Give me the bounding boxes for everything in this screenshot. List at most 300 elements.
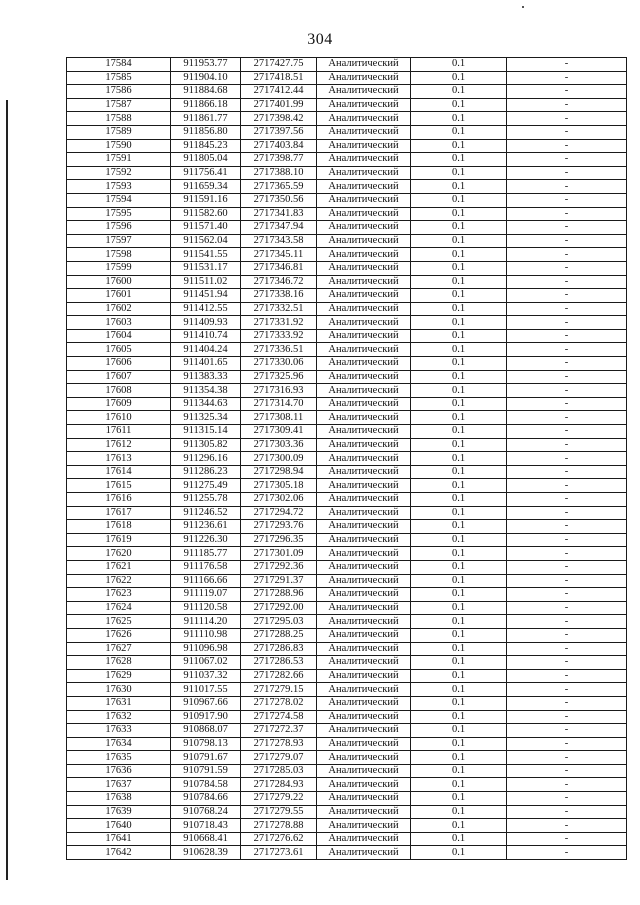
note-cell: -: [507, 207, 627, 221]
note-cell: -: [507, 465, 627, 479]
y-coordinate-cell: 2717346.81: [241, 261, 317, 275]
point-number-cell: 17616: [67, 493, 171, 507]
x-coordinate-cell: 911185.77: [171, 547, 241, 561]
table-row: [67, 139, 627, 153]
y-coordinate-cell: 2717412.44: [241, 85, 317, 99]
table-row: [67, 384, 627, 398]
method-cell: Аналитический: [317, 560, 411, 574]
x-coordinate-cell: 911511.02: [171, 275, 241, 289]
y-coordinate-cell: 2717418.51: [241, 71, 317, 85]
point-number-cell: 17584: [67, 58, 171, 72]
note-cell: -: [507, 778, 627, 792]
y-coordinate-cell: 2717293.76: [241, 520, 317, 534]
table-row: [67, 207, 627, 221]
note-cell: -: [507, 85, 627, 99]
note-cell: -: [507, 547, 627, 561]
y-coordinate-cell: 2717278.02: [241, 696, 317, 710]
method-cell: Аналитический: [317, 792, 411, 806]
y-coordinate-cell: 2717279.55: [241, 805, 317, 819]
method-cell: Аналитический: [317, 628, 411, 642]
method-cell: Аналитический: [317, 751, 411, 765]
x-coordinate-cell: 911114.20: [171, 615, 241, 629]
y-coordinate-cell: 2717291.37: [241, 574, 317, 588]
point-number-cell: 17592: [67, 166, 171, 180]
point-number-cell: 17636: [67, 764, 171, 778]
table-row: [67, 289, 627, 303]
note-cell: -: [507, 560, 627, 574]
x-coordinate-cell: 910967.66: [171, 696, 241, 710]
table-row: [67, 832, 627, 846]
accuracy-cell: 0.1: [411, 832, 507, 846]
note-cell: -: [507, 384, 627, 398]
accuracy-cell: 0.1: [411, 153, 507, 167]
x-coordinate-cell: 911861.77: [171, 112, 241, 126]
note-cell: -: [507, 615, 627, 629]
table-row: [67, 112, 627, 126]
note-cell: -: [507, 764, 627, 778]
note-cell: -: [507, 479, 627, 493]
y-coordinate-cell: 2717343.58: [241, 234, 317, 248]
x-coordinate-cell: 911401.65: [171, 357, 241, 371]
note-cell: -: [507, 329, 627, 343]
point-number-cell: 17610: [67, 411, 171, 425]
y-coordinate-cell: 2717347.94: [241, 221, 317, 235]
scan-speck: [522, 6, 524, 8]
table-row: [67, 316, 627, 330]
y-coordinate-cell: 2717298.94: [241, 465, 317, 479]
accuracy-cell: 0.1: [411, 193, 507, 207]
table-row: [67, 574, 627, 588]
x-coordinate-cell: 910784.66: [171, 792, 241, 806]
table-row: [67, 411, 627, 425]
accuracy-cell: 0.1: [411, 560, 507, 574]
point-number-cell: 17617: [67, 506, 171, 520]
accuracy-cell: 0.1: [411, 248, 507, 262]
point-number-cell: 17630: [67, 683, 171, 697]
table-row: [67, 234, 627, 248]
method-cell: Аналитический: [317, 696, 411, 710]
y-coordinate-cell: 2717308.11: [241, 411, 317, 425]
accuracy-cell: 0.1: [411, 411, 507, 425]
note-cell: -: [507, 193, 627, 207]
y-coordinate-cell: 2717279.22: [241, 792, 317, 806]
x-coordinate-cell: 911255.78: [171, 493, 241, 507]
y-coordinate-cell: 2717288.96: [241, 588, 317, 602]
note-cell: -: [507, 819, 627, 833]
accuracy-cell: 0.1: [411, 370, 507, 384]
x-coordinate-cell: 911409.93: [171, 316, 241, 330]
x-coordinate-cell: 910798.13: [171, 737, 241, 751]
method-cell: Аналитический: [317, 778, 411, 792]
y-coordinate-cell: 2717274.58: [241, 710, 317, 724]
note-cell: -: [507, 357, 627, 371]
method-cell: Аналитический: [317, 710, 411, 724]
table-row: [67, 465, 627, 479]
method-cell: Аналитический: [317, 370, 411, 384]
note-cell: -: [507, 533, 627, 547]
method-cell: Аналитический: [317, 601, 411, 615]
table-row: [67, 425, 627, 439]
table-row: [67, 479, 627, 493]
method-cell: Аналитический: [317, 737, 411, 751]
x-coordinate-cell: 911383.33: [171, 370, 241, 384]
accuracy-cell: 0.1: [411, 261, 507, 275]
y-coordinate-cell: 2717331.92: [241, 316, 317, 330]
y-coordinate-cell: 2717397.56: [241, 125, 317, 139]
x-coordinate-cell: 911412.55: [171, 302, 241, 316]
point-number-cell: 17608: [67, 384, 171, 398]
table-row: [67, 656, 627, 670]
y-coordinate-cell: 2717350.56: [241, 193, 317, 207]
accuracy-cell: 0.1: [411, 343, 507, 357]
point-number-cell: 17615: [67, 479, 171, 493]
point-number-cell: 17642: [67, 846, 171, 860]
accuracy-cell: 0.1: [411, 683, 507, 697]
note-cell: -: [507, 275, 627, 289]
note-cell: -: [507, 397, 627, 411]
y-coordinate-cell: 2717388.10: [241, 166, 317, 180]
method-cell: Аналитический: [317, 846, 411, 860]
y-coordinate-cell: 2717303.36: [241, 438, 317, 452]
method-cell: Аналитический: [317, 724, 411, 738]
note-cell: -: [507, 710, 627, 724]
method-cell: Аналитический: [317, 112, 411, 126]
table-row: [67, 805, 627, 819]
method-cell: Аналитический: [317, 234, 411, 248]
y-coordinate-cell: 2717302.06: [241, 493, 317, 507]
table-row: [67, 547, 627, 561]
table-row: [67, 71, 627, 85]
note-cell: -: [507, 452, 627, 466]
point-number-cell: 17595: [67, 207, 171, 221]
note-cell: -: [507, 153, 627, 167]
table-row: [67, 193, 627, 207]
x-coordinate-cell: 911037.32: [171, 669, 241, 683]
point-number-cell: 17589: [67, 125, 171, 139]
x-coordinate-cell: 911067.02: [171, 656, 241, 670]
table-row: [67, 85, 627, 99]
method-cell: Аналитический: [317, 574, 411, 588]
x-coordinate-cell: 911315.14: [171, 425, 241, 439]
y-coordinate-cell: 2717316.93: [241, 384, 317, 398]
x-coordinate-cell: 910868.07: [171, 724, 241, 738]
accuracy-cell: 0.1: [411, 805, 507, 819]
x-coordinate-cell: 911591.16: [171, 193, 241, 207]
table-row: [67, 533, 627, 547]
method-cell: Аналитический: [317, 58, 411, 72]
accuracy-cell: 0.1: [411, 329, 507, 343]
y-coordinate-cell: 2717398.77: [241, 153, 317, 167]
table-row: [67, 506, 627, 520]
method-cell: Аналитический: [317, 438, 411, 452]
note-cell: -: [507, 683, 627, 697]
point-number-cell: 17640: [67, 819, 171, 833]
y-coordinate-cell: 2717294.72: [241, 506, 317, 520]
method-cell: Аналитический: [317, 411, 411, 425]
note-cell: -: [507, 180, 627, 194]
point-number-cell: 17612: [67, 438, 171, 452]
accuracy-cell: 0.1: [411, 139, 507, 153]
x-coordinate-cell: 911236.61: [171, 520, 241, 534]
note-cell: -: [507, 370, 627, 384]
method-cell: Аналитический: [317, 425, 411, 439]
accuracy-cell: 0.1: [411, 125, 507, 139]
table-row: [67, 180, 627, 194]
method-cell: Аналитический: [317, 669, 411, 683]
method-cell: Аналитический: [317, 139, 411, 153]
y-coordinate-cell: 2717301.09: [241, 547, 317, 561]
x-coordinate-cell: 910917.90: [171, 710, 241, 724]
method-cell: Аналитический: [317, 248, 411, 262]
y-coordinate-cell: 2717314.70: [241, 397, 317, 411]
y-coordinate-cell: 2717286.83: [241, 642, 317, 656]
accuracy-cell: 0.1: [411, 425, 507, 439]
x-coordinate-cell: 911354.38: [171, 384, 241, 398]
method-cell: Аналитический: [317, 452, 411, 466]
table-row: [67, 125, 627, 139]
y-coordinate-cell: 2717279.07: [241, 751, 317, 765]
table-row: [67, 452, 627, 466]
table-row: [67, 764, 627, 778]
note-cell: -: [507, 696, 627, 710]
accuracy-cell: 0.1: [411, 207, 507, 221]
note-cell: -: [507, 737, 627, 751]
accuracy-cell: 0.1: [411, 289, 507, 303]
x-coordinate-cell: 911531.17: [171, 261, 241, 275]
accuracy-cell: 0.1: [411, 710, 507, 724]
point-number-cell: 17604: [67, 329, 171, 343]
x-coordinate-cell: 911119.07: [171, 588, 241, 602]
y-coordinate-cell: 2717278.88: [241, 819, 317, 833]
y-coordinate-cell: 2717276.62: [241, 832, 317, 846]
point-number-cell: 17622: [67, 574, 171, 588]
note-cell: -: [507, 832, 627, 846]
method-cell: Аналитический: [317, 819, 411, 833]
method-cell: Аналитический: [317, 85, 411, 99]
accuracy-cell: 0.1: [411, 438, 507, 452]
method-cell: Аналитический: [317, 533, 411, 547]
point-number-cell: 17606: [67, 357, 171, 371]
accuracy-cell: 0.1: [411, 384, 507, 398]
note-cell: -: [507, 71, 627, 85]
y-coordinate-cell: 2717332.51: [241, 302, 317, 316]
point-number-cell: 17611: [67, 425, 171, 439]
x-coordinate-cell: 911756.41: [171, 166, 241, 180]
note-cell: -: [507, 792, 627, 806]
x-coordinate-cell: 911344.63: [171, 397, 241, 411]
table-row: [67, 397, 627, 411]
point-number-cell: 17607: [67, 370, 171, 384]
table-row: [67, 683, 627, 697]
x-coordinate-cell: 911226.30: [171, 533, 241, 547]
point-number-cell: 17635: [67, 751, 171, 765]
x-coordinate-cell: 911296.16: [171, 452, 241, 466]
point-number-cell: 17603: [67, 316, 171, 330]
accuracy-cell: 0.1: [411, 520, 507, 534]
x-coordinate-cell: 911017.55: [171, 683, 241, 697]
method-cell: Аналитический: [317, 493, 411, 507]
method-cell: Аналитический: [317, 397, 411, 411]
accuracy-cell: 0.1: [411, 71, 507, 85]
point-number-cell: 17631: [67, 696, 171, 710]
x-coordinate-cell: 910768.24: [171, 805, 241, 819]
method-cell: Аналитический: [317, 302, 411, 316]
accuracy-cell: 0.1: [411, 574, 507, 588]
accuracy-cell: 0.1: [411, 628, 507, 642]
point-number-cell: 17614: [67, 465, 171, 479]
coordinates-table: [66, 57, 627, 860]
x-coordinate-cell: 910718.43: [171, 819, 241, 833]
point-number-cell: 17599: [67, 261, 171, 275]
table-row: [67, 642, 627, 656]
note-cell: -: [507, 58, 627, 72]
method-cell: Аналитический: [317, 193, 411, 207]
point-number-cell: 17593: [67, 180, 171, 194]
note-cell: -: [507, 506, 627, 520]
accuracy-cell: 0.1: [411, 547, 507, 561]
method-cell: Аналитический: [317, 343, 411, 357]
method-cell: Аналитический: [317, 329, 411, 343]
point-number-cell: 17591: [67, 153, 171, 167]
x-coordinate-cell: 911451.94: [171, 289, 241, 303]
y-coordinate-cell: 2717346.72: [241, 275, 317, 289]
note-cell: -: [507, 112, 627, 126]
accuracy-cell: 0.1: [411, 601, 507, 615]
point-number-cell: 17641: [67, 832, 171, 846]
y-coordinate-cell: 2717403.84: [241, 139, 317, 153]
x-coordinate-cell: 910628.39: [171, 846, 241, 860]
note-cell: -: [507, 574, 627, 588]
accuracy-cell: 0.1: [411, 302, 507, 316]
x-coordinate-cell: 911845.23: [171, 139, 241, 153]
table-row: [67, 153, 627, 167]
y-coordinate-cell: 2717336.51: [241, 343, 317, 357]
accuracy-cell: 0.1: [411, 465, 507, 479]
point-number-cell: 17623: [67, 588, 171, 602]
accuracy-cell: 0.1: [411, 166, 507, 180]
y-coordinate-cell: 2717278.93: [241, 737, 317, 751]
method-cell: Аналитический: [317, 289, 411, 303]
y-coordinate-cell: 2717285.03: [241, 764, 317, 778]
point-number-cell: 17600: [67, 275, 171, 289]
accuracy-cell: 0.1: [411, 656, 507, 670]
x-coordinate-cell: 911275.49: [171, 479, 241, 493]
table-row: [67, 357, 627, 371]
y-coordinate-cell: 2717295.03: [241, 615, 317, 629]
note-cell: -: [507, 248, 627, 262]
y-coordinate-cell: 2717401.99: [241, 98, 317, 112]
table-row: [67, 792, 627, 806]
x-coordinate-cell: 911805.04: [171, 153, 241, 167]
point-number-cell: 17594: [67, 193, 171, 207]
y-coordinate-cell: 2717273.61: [241, 846, 317, 860]
point-number-cell: 17625: [67, 615, 171, 629]
note-cell: -: [507, 628, 627, 642]
point-number-cell: 17596: [67, 221, 171, 235]
point-number-cell: 17638: [67, 792, 171, 806]
point-number-cell: 17621: [67, 560, 171, 574]
table-row: [67, 261, 627, 275]
note-cell: -: [507, 493, 627, 507]
x-coordinate-cell: 911410.74: [171, 329, 241, 343]
method-cell: Аналитический: [317, 506, 411, 520]
point-number-cell: 17619: [67, 533, 171, 547]
table-row: [67, 724, 627, 738]
x-coordinate-cell: 911110.98: [171, 628, 241, 642]
y-coordinate-cell: 2717279.15: [241, 683, 317, 697]
method-cell: Аналитический: [317, 642, 411, 656]
y-coordinate-cell: 2717309.41: [241, 425, 317, 439]
table-row: [67, 370, 627, 384]
y-coordinate-cell: 2717292.36: [241, 560, 317, 574]
accuracy-cell: 0.1: [411, 493, 507, 507]
accuracy-cell: 0.1: [411, 792, 507, 806]
accuracy-cell: 0.1: [411, 506, 507, 520]
accuracy-cell: 0.1: [411, 58, 507, 72]
table-row: [67, 329, 627, 343]
x-coordinate-cell: 911325.34: [171, 411, 241, 425]
accuracy-cell: 0.1: [411, 778, 507, 792]
accuracy-cell: 0.1: [411, 112, 507, 126]
y-coordinate-cell: 2717286.53: [241, 656, 317, 670]
table-row: [67, 221, 627, 235]
y-coordinate-cell: 2717345.11: [241, 248, 317, 262]
note-cell: -: [507, 642, 627, 656]
method-cell: Аналитический: [317, 125, 411, 139]
method-cell: Аналитический: [317, 71, 411, 85]
note-cell: -: [507, 669, 627, 683]
note-cell: -: [507, 302, 627, 316]
table-row: [67, 628, 627, 642]
page-number: 304: [307, 31, 333, 48]
y-coordinate-cell: 2717300.09: [241, 452, 317, 466]
table-row: [67, 248, 627, 262]
point-number-cell: 17613: [67, 452, 171, 466]
point-number-cell: 17639: [67, 805, 171, 819]
method-cell: Аналитический: [317, 805, 411, 819]
point-number-cell: 17633: [67, 724, 171, 738]
y-coordinate-cell: 2717305.18: [241, 479, 317, 493]
accuracy-cell: 0.1: [411, 452, 507, 466]
accuracy-cell: 0.1: [411, 764, 507, 778]
point-number-cell: 17597: [67, 234, 171, 248]
note-cell: -: [507, 751, 627, 765]
accuracy-cell: 0.1: [411, 479, 507, 493]
method-cell: Аналитический: [317, 275, 411, 289]
method-cell: Аналитический: [317, 588, 411, 602]
y-coordinate-cell: 2717325.96: [241, 370, 317, 384]
table-row: [67, 737, 627, 751]
method-cell: Аналитический: [317, 153, 411, 167]
accuracy-cell: 0.1: [411, 669, 507, 683]
x-coordinate-cell: 911953.77: [171, 58, 241, 72]
point-number-cell: 17590: [67, 139, 171, 153]
table-row: [67, 98, 627, 112]
point-number-cell: 17632: [67, 710, 171, 724]
method-cell: Аналитический: [317, 656, 411, 670]
y-coordinate-cell: 2717296.35: [241, 533, 317, 547]
point-number-cell: 17602: [67, 302, 171, 316]
note-cell: -: [507, 425, 627, 439]
coordinates-table-body: [67, 58, 627, 860]
x-coordinate-cell: 911541.55: [171, 248, 241, 262]
point-number-cell: 17634: [67, 737, 171, 751]
table-row: [67, 493, 627, 507]
table-row: [67, 819, 627, 833]
x-coordinate-cell: 911884.68: [171, 85, 241, 99]
accuracy-cell: 0.1: [411, 357, 507, 371]
x-coordinate-cell: 911246.52: [171, 506, 241, 520]
